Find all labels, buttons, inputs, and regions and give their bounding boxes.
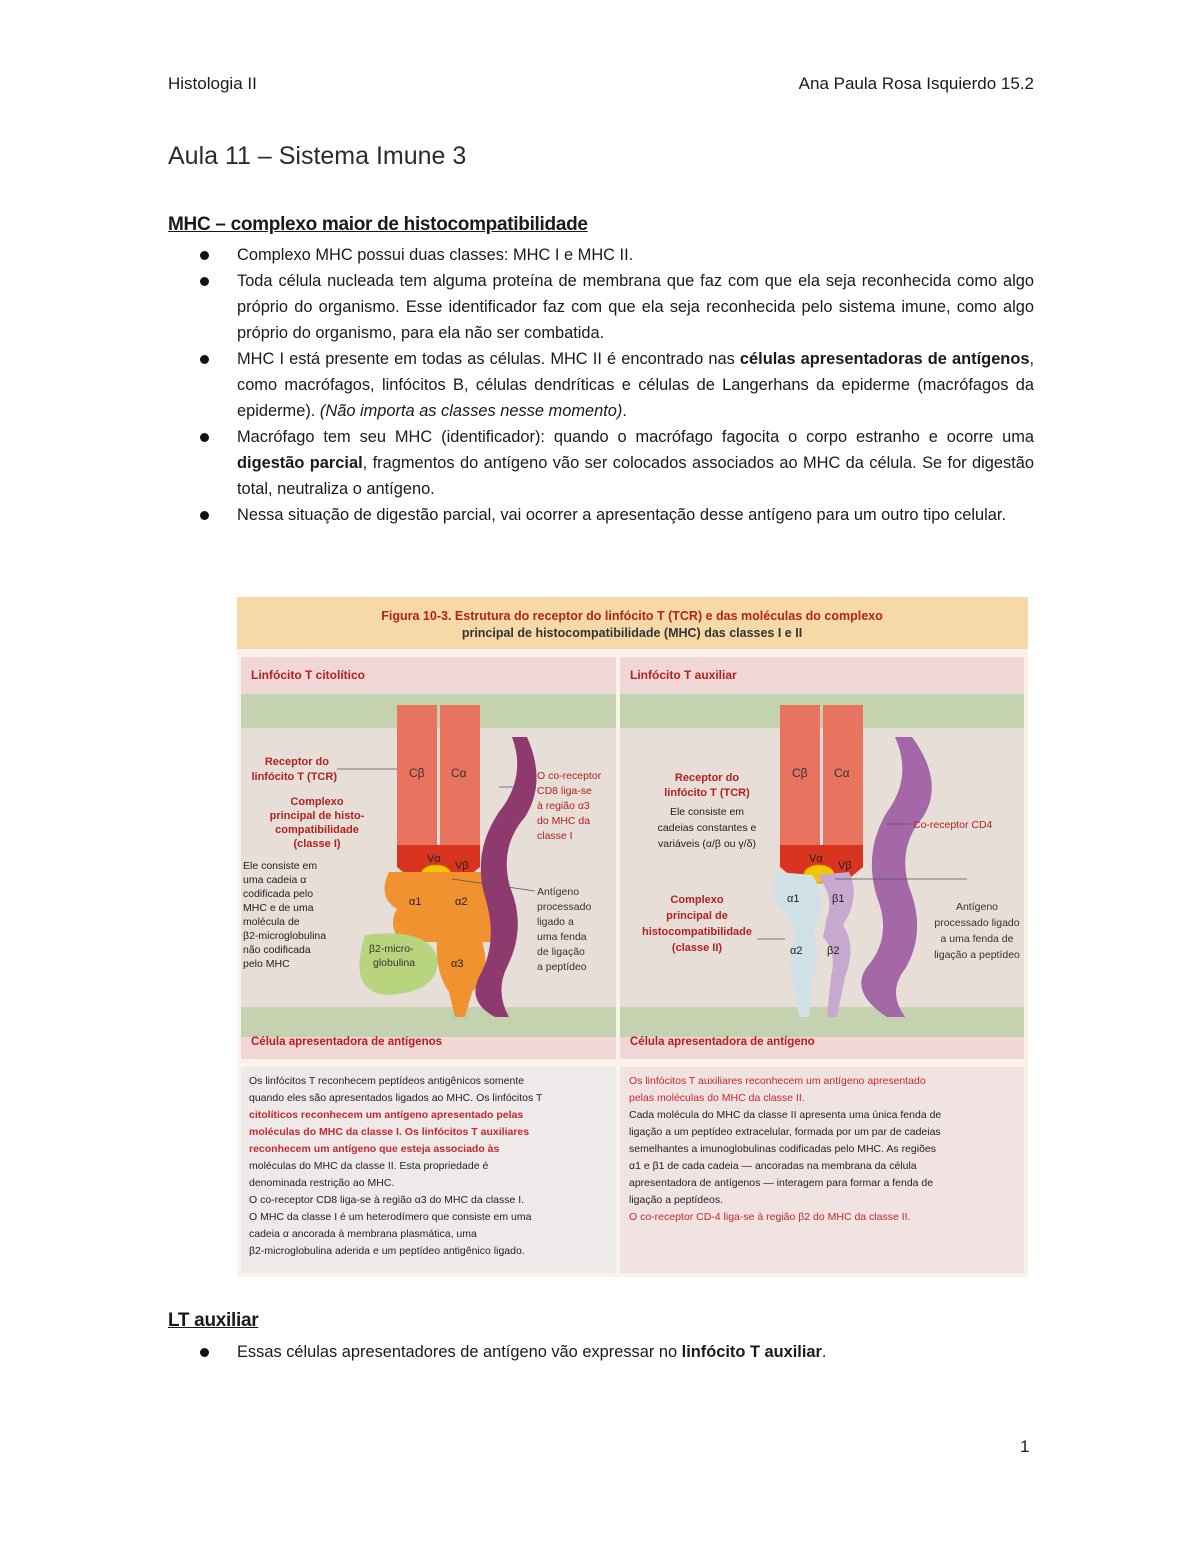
right-va-label: Vα bbox=[809, 853, 823, 865]
right-mhc-label-line: principal de bbox=[666, 910, 728, 922]
left-caption-line: Os linfócitos T reconhecem peptídeos antigênicos somente bbox=[249, 1075, 525, 1087]
left-tcr-label-2: linfócito T (TCR) bbox=[251, 771, 337, 783]
left-caption-line: cadeia α ancorada à membrana plasmática, uma bbox=[249, 1228, 477, 1240]
right-a1-label: α1 bbox=[787, 893, 800, 905]
left-mhc-label: principal de histo- bbox=[269, 810, 365, 822]
left-panel bbox=[241, 657, 616, 1059]
left-a2-label: α2 bbox=[455, 896, 468, 908]
left-mhc-desc-line: uma cadeia α bbox=[243, 874, 307, 886]
right-tcr-label-line: linfócito T (TCR) bbox=[664, 787, 750, 799]
left-b2m-label-2: globulina bbox=[373, 957, 416, 969]
left-mhc-desc-line: pelo MHC bbox=[243, 958, 290, 970]
right-tcr-desc-line: cadeias constantes e bbox=[657, 822, 757, 834]
left-a3-label: α3 bbox=[451, 958, 464, 970]
right-antigen-line: ligação a peptídeo bbox=[934, 949, 1020, 961]
list-item: Nessa situação de digestão parcial, vai ocorrer a apresentação desse antígeno para um outro tipo celular. bbox=[168, 502, 1034, 528]
tcr-mhc-figure bbox=[237, 597, 1028, 1277]
figure-title-line1: Figura 10-3. Estrutura do receptor do linfócito T (TCR) e das moléculas do complexo bbox=[381, 609, 883, 623]
right-caption-line: Os linfócitos T auxiliares reconhecem um antígeno apresentado bbox=[629, 1075, 926, 1087]
list-item: Complexo MHC possui duas classes: MHC I e MHC II. bbox=[168, 242, 1034, 268]
right-caption-line: pelas moléculas do MHC da classe II. bbox=[629, 1092, 805, 1104]
right-panel bbox=[620, 657, 1024, 1059]
left-caption-line: β2-microglobulina aderida e um peptídeo antigênico ligado. bbox=[249, 1245, 525, 1257]
right-mhc-label-line: (classe II) bbox=[671, 942, 723, 954]
right-panel-title: Linfócito T auxiliar bbox=[630, 668, 737, 682]
right-a2-label: α2 bbox=[790, 945, 803, 957]
right-tcr-label-line: Receptor do bbox=[674, 772, 740, 784]
figure-title-band bbox=[237, 597, 1028, 649]
left-mhc-desc-line: não codificada bbox=[243, 944, 311, 956]
left-antigen-line: processado bbox=[537, 901, 592, 913]
section-heading-lt-auxiliar: LT auxiliar bbox=[168, 1310, 259, 1331]
left-mhc-desc-line: codificada pelo bbox=[243, 888, 314, 900]
left-apc-membrane bbox=[241, 1007, 616, 1037]
left-mhc-desc-line: Ele consiste em bbox=[243, 860, 318, 872]
bullet-icon bbox=[200, 251, 209, 260]
bullet-icon bbox=[200, 511, 209, 520]
list-item: Toda célula nucleada tem alguma proteína de membrana que faz com que ela seja reconhecida como algo próprio do organismo. Esse identificador faz com que ela seja reconhecida pelo sistema imune, como algo próprio do organismo, para ela não ser combatida. bbox=[168, 268, 1034, 346]
bullet-icon bbox=[200, 433, 209, 442]
right-mhc-label-line: histocompatibilidade bbox=[641, 926, 753, 938]
right-caption bbox=[620, 1067, 1024, 1273]
page-title: Aula 11 – Sistema Imune 3 bbox=[168, 142, 467, 170]
right-caption-line: ligação a peptídeos. bbox=[629, 1194, 723, 1206]
right-cb-label: Cβ bbox=[792, 766, 808, 780]
right-apc-membrane bbox=[620, 1007, 1024, 1037]
right-antigen-line: processado ligado bbox=[934, 917, 1020, 929]
left-antigen-line: ligado a bbox=[537, 916, 574, 928]
right-coreceptor-label: Co-receptor CD4 bbox=[913, 819, 993, 831]
left-coreceptor-line: à região α3 bbox=[537, 800, 590, 812]
left-caption-line: O co-receptor CD8 liga-se à região α3 do MHC da classe I. bbox=[249, 1194, 525, 1206]
left-tcr-label-1: Receptor do bbox=[264, 756, 329, 768]
right-caption-line: ligação a um peptídeo extracelular, formada por um par de cadeias bbox=[629, 1126, 941, 1138]
left-antigen-line: de ligação bbox=[537, 946, 585, 958]
right-antigen-line: Antígeno bbox=[955, 901, 999, 913]
right-tcr-description bbox=[658, 806, 757, 850]
left-mhc-label: (classe I) bbox=[293, 838, 341, 850]
right-b2-label: β2 bbox=[827, 945, 840, 957]
left-antigen-line: a peptídeo bbox=[537, 961, 587, 973]
left-coreceptor-line: classe I bbox=[537, 830, 573, 842]
right-caption-line: O co-receptor CD-4 liga-se à região β2 do MHC da classe II. bbox=[629, 1211, 911, 1223]
course-name: Histologia II bbox=[168, 74, 257, 93]
lt-auxiliar-bullet-list bbox=[168, 1339, 1034, 1365]
left-cell-label: Célula apresentadora de antígenos bbox=[251, 1036, 443, 1048]
left-cb-label: Cβ bbox=[409, 766, 425, 780]
right-ca-label: Cα bbox=[834, 766, 850, 780]
left-panel-title: Linfócito T citolítico bbox=[251, 668, 365, 682]
author-name: Ana Paula Rosa Isquierdo 15.2 bbox=[798, 74, 1034, 93]
left-mhc-label: Complexo bbox=[290, 796, 344, 808]
left-coreceptor-line: O co-receptor bbox=[537, 770, 602, 782]
left-mhc-desc-line: MHC e de uma bbox=[243, 902, 314, 914]
right-antigen-line: a uma fenda de bbox=[940, 933, 1014, 945]
left-a1-label: α1 bbox=[409, 896, 422, 908]
list-item: MHC I está presente em todas as células. MHC II é encontrado nas células apresentadoras de antígenos, como macrófagos, linfócitos B, células dendríticas e células de Langerhans da epiderme (macrófagos da epiderme). (Não importa as classes nesse momento). bbox=[168, 346, 1034, 424]
right-tcr-desc-line: Ele consiste em bbox=[669, 806, 745, 818]
bullet-icon bbox=[200, 1348, 209, 1357]
left-caption-line: citolíticos reconhecem um antígeno apresentado pelas bbox=[249, 1109, 524, 1121]
left-mhc1-domains bbox=[385, 872, 499, 942]
figure-title-line2: principal de histocompatibilidade (MHC) das classes I e II bbox=[461, 626, 803, 640]
right-b1-label: β1 bbox=[832, 893, 845, 905]
bullet-icon bbox=[200, 355, 209, 364]
left-caption-line: moléculas do MHC da classe I. Os linfócitos T auxiliares bbox=[249, 1126, 530, 1138]
right-cell-label: Célula apresentadora de antígeno bbox=[630, 1036, 815, 1048]
left-caption bbox=[241, 1067, 616, 1273]
left-mhc-desc-line: β2-microglobulina bbox=[243, 930, 327, 942]
right-tcr-desc-line: variáveis (α/β ou γ/δ) bbox=[658, 838, 756, 850]
section-heading-mhc: MHC – complexo maior de histocompatibilidade bbox=[168, 214, 588, 235]
right-t-cell-membrane bbox=[620, 694, 1024, 728]
left-ca-label: Cα bbox=[451, 766, 467, 780]
right-mhc-label-line: Complexo bbox=[670, 894, 724, 906]
right-vb-label: Vβ bbox=[838, 860, 852, 872]
bullet-icon bbox=[200, 277, 209, 286]
left-coreceptor-line: do MHC da bbox=[537, 815, 591, 827]
list-item: Essas células apresentadores de antígeno vão expressar no linfócito T auxiliar. bbox=[168, 1339, 1034, 1365]
left-coreceptor-line: CD8 liga-se bbox=[537, 785, 592, 797]
right-caption-line: α1 e β1 de cada cadeia — ancoradas na membrana da célula bbox=[629, 1160, 917, 1172]
left-va-label: Vα bbox=[427, 853, 441, 865]
left-caption-line: reconhecem um antígeno que esteja associado às bbox=[249, 1143, 500, 1155]
left-vb-label: Vβ bbox=[455, 860, 469, 872]
left-antigen-line: uma fenda bbox=[537, 931, 587, 943]
left-b2m-label-1: β2-micro- bbox=[369, 943, 414, 955]
right-caption-line: semelhantes a imunoglobulinas codificadas pelo MHC. As regiões bbox=[629, 1143, 937, 1155]
left-caption-line: O MHC da classe I é um heterodímero que consiste em uma bbox=[249, 1211, 532, 1223]
right-caption-line: apresentadora de antígenos — interagem para formar a fenda de bbox=[629, 1177, 934, 1189]
right-caption-line: Cada molécula do MHC da classe II apresenta uma única fenda de bbox=[629, 1109, 942, 1121]
left-antigen-line: Antígeno bbox=[537, 886, 580, 898]
left-mhc-label: compatibilidade bbox=[275, 824, 359, 836]
left-caption-line: denominada restrição ao MHC. bbox=[249, 1177, 395, 1189]
left-caption-line: quando eles são apresentados ligados ao MHC. Os linfócitos T bbox=[249, 1092, 543, 1104]
list-item: Macrófago tem seu MHC (identificador): quando o macrófago fagocita o corpo estranho e ocorre uma digestão parcial, fragmentos do antígeno vão ser colocados associados ao MHC da célula. Se for digestão total, neutraliza o antígeno. bbox=[168, 424, 1034, 502]
page-header bbox=[168, 74, 1034, 98]
left-caption-line: moléculas do MHC da classe II. Esta propriedade é bbox=[249, 1160, 489, 1172]
page-number: 1 bbox=[1020, 1437, 1030, 1456]
left-mhc-desc-line: molécula de bbox=[243, 916, 300, 928]
mhc-bullet-list bbox=[168, 242, 1034, 528]
